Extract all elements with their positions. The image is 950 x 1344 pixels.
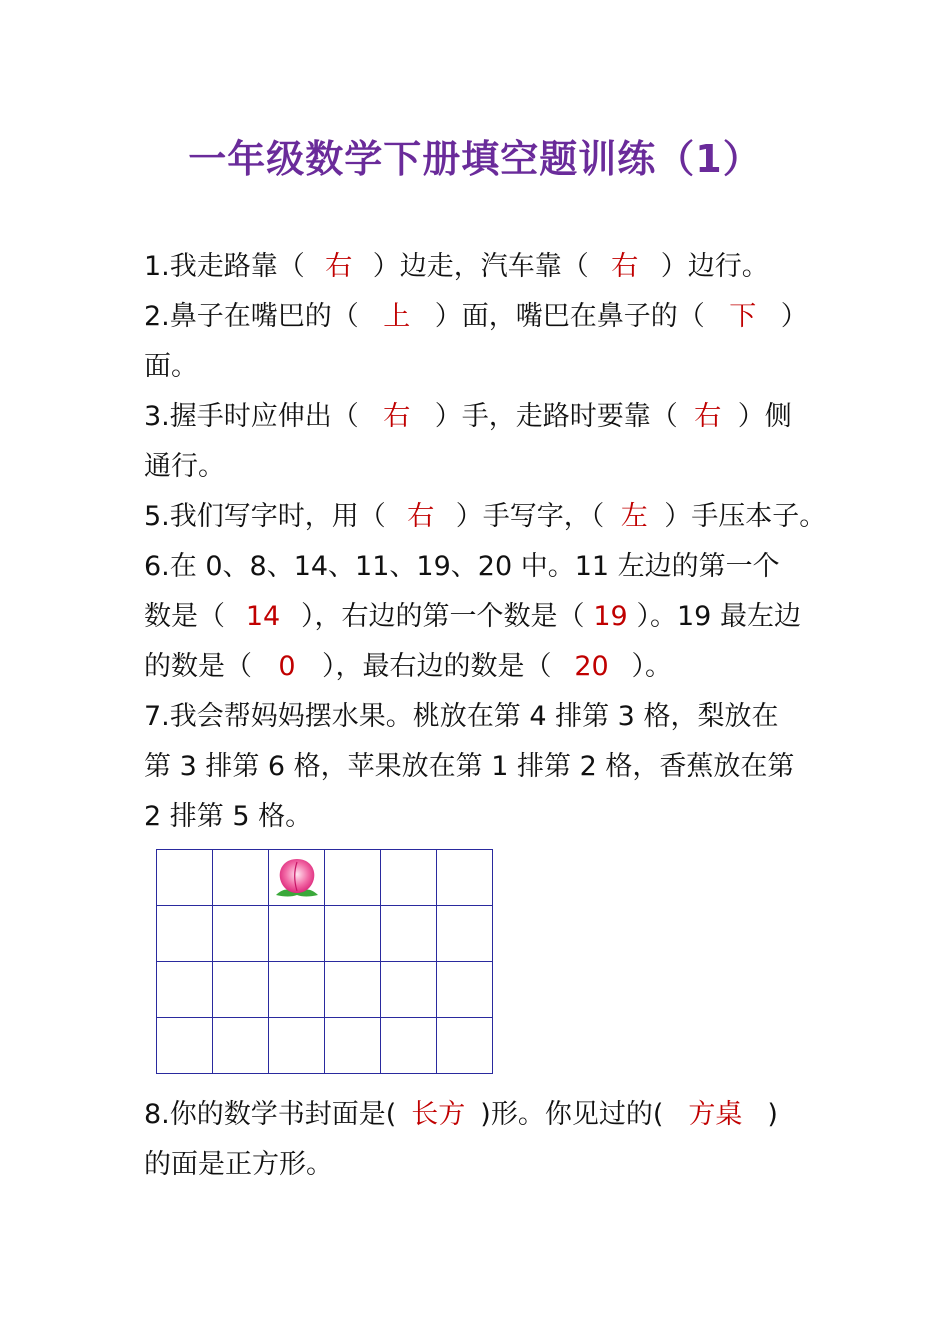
question-8-line-2: 的面是正方形。 xyxy=(144,1149,333,1180)
question-1 xyxy=(144,242,824,292)
question-6 xyxy=(144,542,824,692)
question-3-line-1 xyxy=(144,392,824,442)
q2-answer-1: 上 xyxy=(383,301,411,332)
q6-answer-3: 0 xyxy=(278,651,296,682)
grid-cell xyxy=(157,962,213,1018)
q6-text-e: 的数是（ xyxy=(144,651,252,682)
grid-cell xyxy=(437,962,493,1018)
question-3-line-2: 通行。 xyxy=(144,451,225,482)
question-6-line-2 xyxy=(144,592,824,642)
grid-cell xyxy=(213,1018,269,1074)
grid-cell xyxy=(325,850,381,906)
q6-answer-1: 14 xyxy=(245,601,281,632)
q3-answer-1: 右 xyxy=(383,401,411,432)
grid-cell xyxy=(437,1018,493,1074)
q8-text-b: )形。你见过的( xyxy=(480,1099,664,1130)
question-1-line-1 xyxy=(144,242,824,292)
q2-text-b: ）面，嘴巴在鼻子的（ xyxy=(434,301,705,332)
q6-answer-4: 20 xyxy=(574,651,609,682)
q1-text-a: 1.我走路靠（ xyxy=(144,251,305,282)
question-5 xyxy=(144,492,827,542)
question-7 xyxy=(144,692,824,842)
grid-cell xyxy=(157,850,213,906)
question-5-line-1 xyxy=(144,492,827,542)
q3-text-c: ）侧 xyxy=(737,401,792,432)
q5-text-c: ）手压本子。 xyxy=(664,501,827,532)
grid-cell xyxy=(325,1018,381,1074)
q6-text-d: ）。19 最左边 xyxy=(636,601,801,632)
grid-cell xyxy=(381,850,437,906)
q8-text-c: ) xyxy=(767,1099,778,1130)
grid-row xyxy=(157,906,493,962)
grid-row xyxy=(157,1018,493,1074)
q1-text-b: ）边走，汽车靠（ xyxy=(372,251,589,282)
question-3 xyxy=(144,392,824,492)
question-7-line-1: 7.我会帮妈妈摆水果。桃放在第 4 排第 3 格，梨放在 xyxy=(144,701,779,732)
grid-cell xyxy=(381,906,437,962)
grid-cell xyxy=(157,906,213,962)
q6-text-f: ），最右边的数是（ xyxy=(322,651,552,682)
q1-answer-2: 右 xyxy=(611,251,639,282)
grid-cell xyxy=(213,906,269,962)
q1-answer-1: 右 xyxy=(325,251,353,282)
grid-cell xyxy=(269,1018,325,1074)
q3-answer-2: 右 xyxy=(694,401,722,432)
grid-cell xyxy=(269,850,325,906)
fruit-grid xyxy=(156,849,493,1074)
grid-cell xyxy=(381,1018,437,1074)
q5-answer-2: 左 xyxy=(620,501,648,532)
question-6-line-3 xyxy=(144,642,824,692)
question-7-line-2: 第 3 排第 6 格，苹果放在第 1 排第 2 格，香蕉放在第 xyxy=(144,751,795,782)
q8-answer-2: 方桌 xyxy=(688,1099,743,1130)
question-7-line-3: 2 排第 5 格。 xyxy=(144,801,313,832)
grid-cell xyxy=(381,962,437,1018)
grid-row xyxy=(157,850,493,906)
peach-icon xyxy=(272,853,322,903)
grid-cell xyxy=(269,962,325,1018)
question-6-line-1: 6.在 0、8、14、11、19、20 中。11 左边的第一个 xyxy=(144,551,780,582)
grid-cell xyxy=(269,906,325,962)
q5-answer-1: 右 xyxy=(407,501,435,532)
q5-text-b: ）手写字，（ xyxy=(455,501,605,532)
page-title: 一年级数学下册填空题训练（1） xyxy=(188,137,762,181)
grid-cell xyxy=(437,850,493,906)
q8-text-a: 8.你的数学书封面是( xyxy=(144,1099,397,1130)
q6-text-c: ），右边的第一个数是（ xyxy=(301,601,585,632)
q5-text-a: 5.我们写字时，用（ xyxy=(144,501,386,532)
question-2-line-1 xyxy=(144,292,824,342)
q3-text-b: ）手，走路时要靠（ xyxy=(434,401,678,432)
q3-text-a: 3.握手时应伸出（ xyxy=(144,401,359,432)
q6-answer-2: 19 xyxy=(593,601,628,632)
grid-cell xyxy=(213,850,269,906)
q8-answer-1: 长方 xyxy=(411,1099,466,1130)
q6-text-g: ）。 xyxy=(631,651,672,682)
grid-cell xyxy=(325,962,381,1018)
q6-text-b: 数是（ xyxy=(144,601,225,632)
grid-cell xyxy=(157,1018,213,1074)
q2-text-a: 2.鼻子在嘴巴的（ xyxy=(144,301,359,332)
grid-cell xyxy=(437,906,493,962)
question-8 xyxy=(144,1090,824,1190)
grid-row xyxy=(157,962,493,1018)
question-2-line-2: 面。 xyxy=(144,351,198,382)
question-8-line-1 xyxy=(144,1090,824,1140)
grid-cell xyxy=(325,906,381,962)
grid-cell xyxy=(213,962,269,1018)
q2-text-c: ） xyxy=(780,301,808,332)
question-2 xyxy=(144,292,824,392)
q2-answer-2: 下 xyxy=(729,301,757,332)
q1-text-c: ）边行。 xyxy=(660,251,769,282)
